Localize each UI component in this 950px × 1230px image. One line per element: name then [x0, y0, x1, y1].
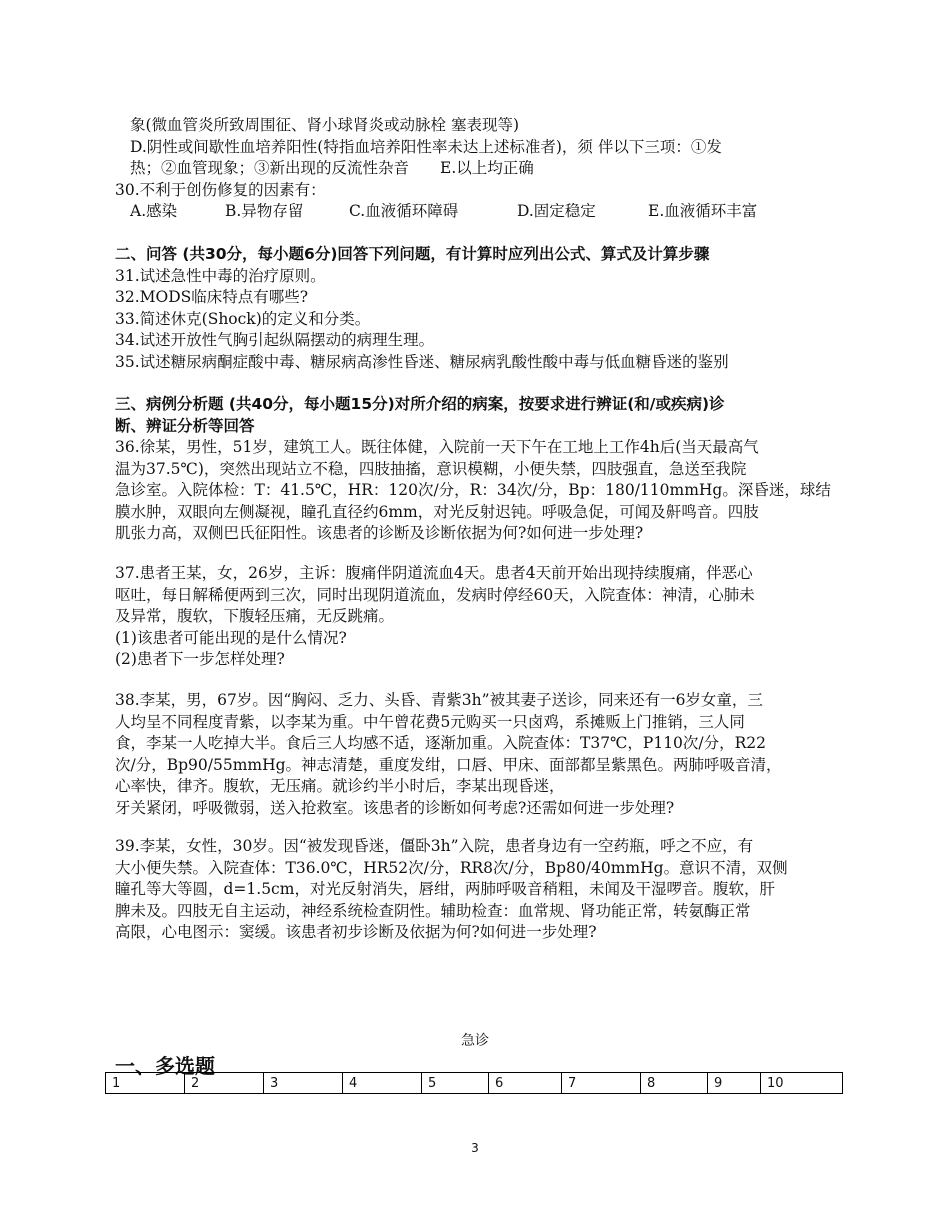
text-line: 大小便失禁。入院查体：T36.0℃，HR52次/分，RR8次/分，Bp80/40mmHg。意识不清，双侧	[115, 858, 788, 877]
q29-continuation	[115, 115, 845, 223]
text-line: 37.患者王某，女，26岁，主诉：腹痛伴阴道流血4天。患者4天前开始出现持续腹痛，伴恶心	[115, 564, 753, 582]
text-line: 及异常，腹软，下腹轻压痛，无反跳痛。	[115, 607, 395, 625]
question-38	[115, 690, 845, 819]
text-line: 高限，心电图示：窦缓。该患者初步诊断及依据为何?如何进一步处理?	[115, 923, 597, 941]
section-3	[115, 394, 845, 437]
text-line: 心率快，律齐。腹软，无压痛。就诊约半小时后，李某出现昏迷，	[115, 777, 565, 795]
question-33: 33.简述休克(Shock)的定义和分类。	[115, 309, 371, 328]
question-35: 35.试述糖尿病酮症酸中毒、糖尿病高渗性昏迷、糖尿病乳酸性酸中毒与低血糖昏迷的鉴别	[115, 352, 729, 371]
section-3-heading-line1: 三、病例分析题 (共40分，每小题15分)对所介绍的病案，按要求进行辨证(和/或疾病)诊	[115, 395, 725, 413]
text-line: 象(微血管炎所致周围征、肾小球肾炎或动脉栓 塞表现等)	[130, 116, 520, 134]
question-36	[115, 437, 845, 545]
text-line: 急诊室。入院体检：T：41.5℃，HR：120次/分，R：34次/分，Bp：180/110mmHg。深昏迷，球结	[115, 481, 831, 499]
answer-table	[105, 1072, 843, 1094]
text-line: 38.李某，男，67岁。因“胸闷、乏力、头昏、青紫3h”被其妻子送诊，同来还有一6岁女童，三	[115, 691, 763, 709]
section-2	[115, 244, 845, 373]
answer-cell: 9	[708, 1073, 761, 1094]
text-line: 肌张力高，双侧巴氏征阳性。该患者的诊断及诊断依据为何?如何进一步处理?	[115, 524, 644, 542]
answer-cell: 8	[641, 1073, 708, 1094]
text-line: 人均呈不同程度青紫，以李某为重。中午曾花费5元购买一只卤鸡，系摊贩上门推销，三人同	[115, 712, 745, 731]
answer-cell: 3	[264, 1073, 343, 1094]
text-line: 39.李某，女性，30岁。因“被发现昏迷，僵卧3h”入院，患者身边有一空药瓶，呼之不应，有	[115, 837, 754, 855]
question-32: 32.MODS临床特点有哪些?	[115, 288, 309, 306]
answer-sheet-section: 一、多选题	[115, 1054, 215, 1078]
text-line: 36.徐某，男性，51岁，建筑工人。既往体健，入院前一天下午在工地上工作4h后(当天最高气	[115, 438, 759, 456]
option-e: E.血液循环丰富	[648, 202, 758, 220]
option-a: A.感染	[130, 202, 178, 220]
text-line: 呕吐，每日解稀便两到三次，同时出现阴道流血，发病时停经60天，入院查体：神清，心肺未	[115, 585, 755, 604]
text-line: 膜水肿，双眼向左侧凝视，瞳孔直径约6mm，对光反射迟钝。呼吸急促，可闻及鼾鸣音。四肢	[115, 502, 759, 521]
text-line: 食，李某一人吃掉大半。食后三人均感不适，逐渐加重。入院查体：T37℃，P110次/分，R22	[115, 734, 767, 752]
option-b: B.异物存留	[225, 202, 304, 220]
option-d: D.固定稳定	[517, 202, 596, 220]
answer-cell: 4	[343, 1073, 422, 1094]
text-line: D.阴性或间歇性血培养阳性(特指血培养阳性率未达上述标准者)，须 伴以下三项：①发	[130, 137, 722, 156]
answer-cell: 1	[106, 1073, 185, 1094]
text-line: 牙关紧闭，呼吸微弱，送入抢救室。该患者的诊断如何考虑?还需如何进一步处理?	[115, 798, 675, 817]
text-line: 温为37.5℃)，突然出现站立不稳，四肢抽搐，意识模糊，小便失禁，四肢强直，急送至我院	[115, 459, 747, 478]
question-30-stem: 30.不利于创伤修复的因素有：	[115, 180, 326, 199]
text-line: (1)该患者可能出现的是什么情况?	[115, 628, 347, 647]
question-34: 34.试述开放性气胸引起纵隔摆动的病理生理。	[115, 331, 435, 349]
question-37	[115, 563, 845, 671]
answer-cell: 7	[562, 1073, 641, 1094]
answer-cell: 6	[489, 1073, 562, 1094]
answer-cell: 2	[185, 1073, 264, 1094]
page-number: 3	[471, 1141, 479, 1155]
text-line: (2)患者下一步怎样处理?	[115, 650, 285, 668]
option-c: C.血液循环障碍	[349, 202, 459, 220]
question-30-options	[115, 201, 845, 223]
text-line: 瞳孔等大等圆，d=1.5cm，对光反射消失，唇绀，两肺呼吸音稍粗，未闻及干湿啰音。腹软，肝	[115, 880, 775, 898]
section-2-heading: 二、问答 (共30分，每小题6分)回答下列问题，有计算时应列出公式、算式及计算步骤	[115, 245, 710, 263]
table-row	[106, 1073, 843, 1094]
answer-sheet-title: 急诊	[461, 1033, 489, 1049]
text-line: 脾未及。四肢无自主运动，神经系统检查阴性。辅助检查：血常规、肾功能正常，转氨酶正常	[115, 901, 751, 920]
section-3-heading-line2: 断、辨证分析等回答	[115, 416, 255, 435]
question-31: 31.试述急性中毒的治疗原则。	[115, 266, 326, 285]
question-39	[115, 836, 845, 944]
answer-cell: 5	[422, 1073, 489, 1094]
answer-cell: 10	[761, 1073, 843, 1094]
text-line: 热；②血管现象；③新出现的反流性杂音 E.以上均正确	[130, 159, 534, 177]
text-line: 次/分，Bp90/55mmHg。神志清楚，重度发绀，口唇、甲床、面部都呈紫黑色。两肺呼吸音清，	[115, 755, 782, 774]
